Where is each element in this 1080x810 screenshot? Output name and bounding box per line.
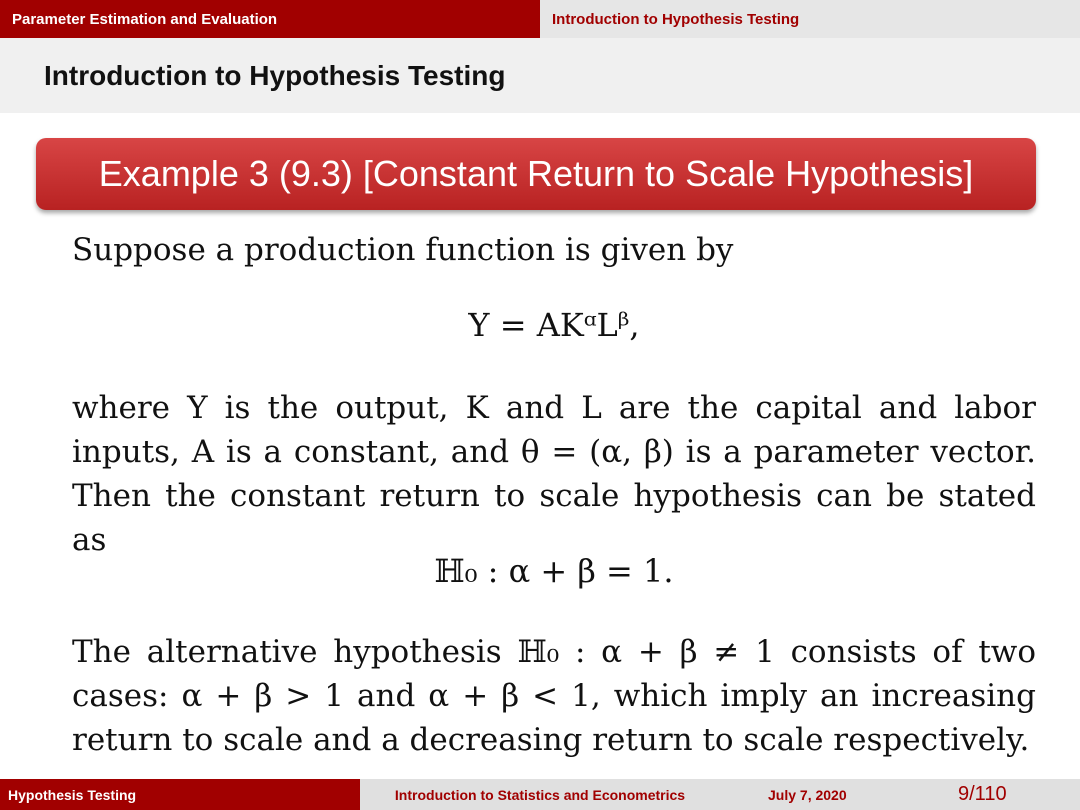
footer-bar <box>0 779 1080 810</box>
header-subsection[interactable]: Introduction to Hypothesis Testing <box>540 0 1080 38</box>
example-title: Example 3 (9.3) [Constant Return to Scale Hypothesis] <box>98 153 974 194</box>
equation-production: Y = AKᵅLᵝ, <box>468 306 640 344</box>
footer-left[interactable]: Hypothesis Testing <box>0 779 360 810</box>
footer-date: July 7, 2020 <box>768 786 847 803</box>
header-bar <box>0 0 1080 38</box>
page-number: 9/110 <box>958 783 1007 805</box>
header-section[interactable]: Parameter Estimation and Evaluation <box>0 0 540 38</box>
equation-null-hypothesis: ℍ₀ : α + β = 1. <box>434 552 674 590</box>
footer-center[interactable]: Introduction to Statistics and Econometrics <box>360 779 720 810</box>
definition-text: where Y is the output, K and L are the capital and labor inputs, A is a constant, and θ = (α, β) is a parameter vector. Then the constant return to scale hypothesis can be stated as <box>72 390 1036 558</box>
intro-text: Suppose a production function is given by <box>72 232 734 268</box>
example-box <box>36 138 1036 210</box>
title-bar <box>0 38 1080 113</box>
footer-right <box>720 779 1080 810</box>
alternative-text: The alternative hypothesis ℍ₀ : α + β ≠ 1 consists of two cases: α + β > 1 and α + β < 1, which imply an increasing return to scale and a decreasing return to scale respectively. <box>72 634 1036 758</box>
page-title: Introduction to Hypothesis Testing <box>44 59 506 91</box>
